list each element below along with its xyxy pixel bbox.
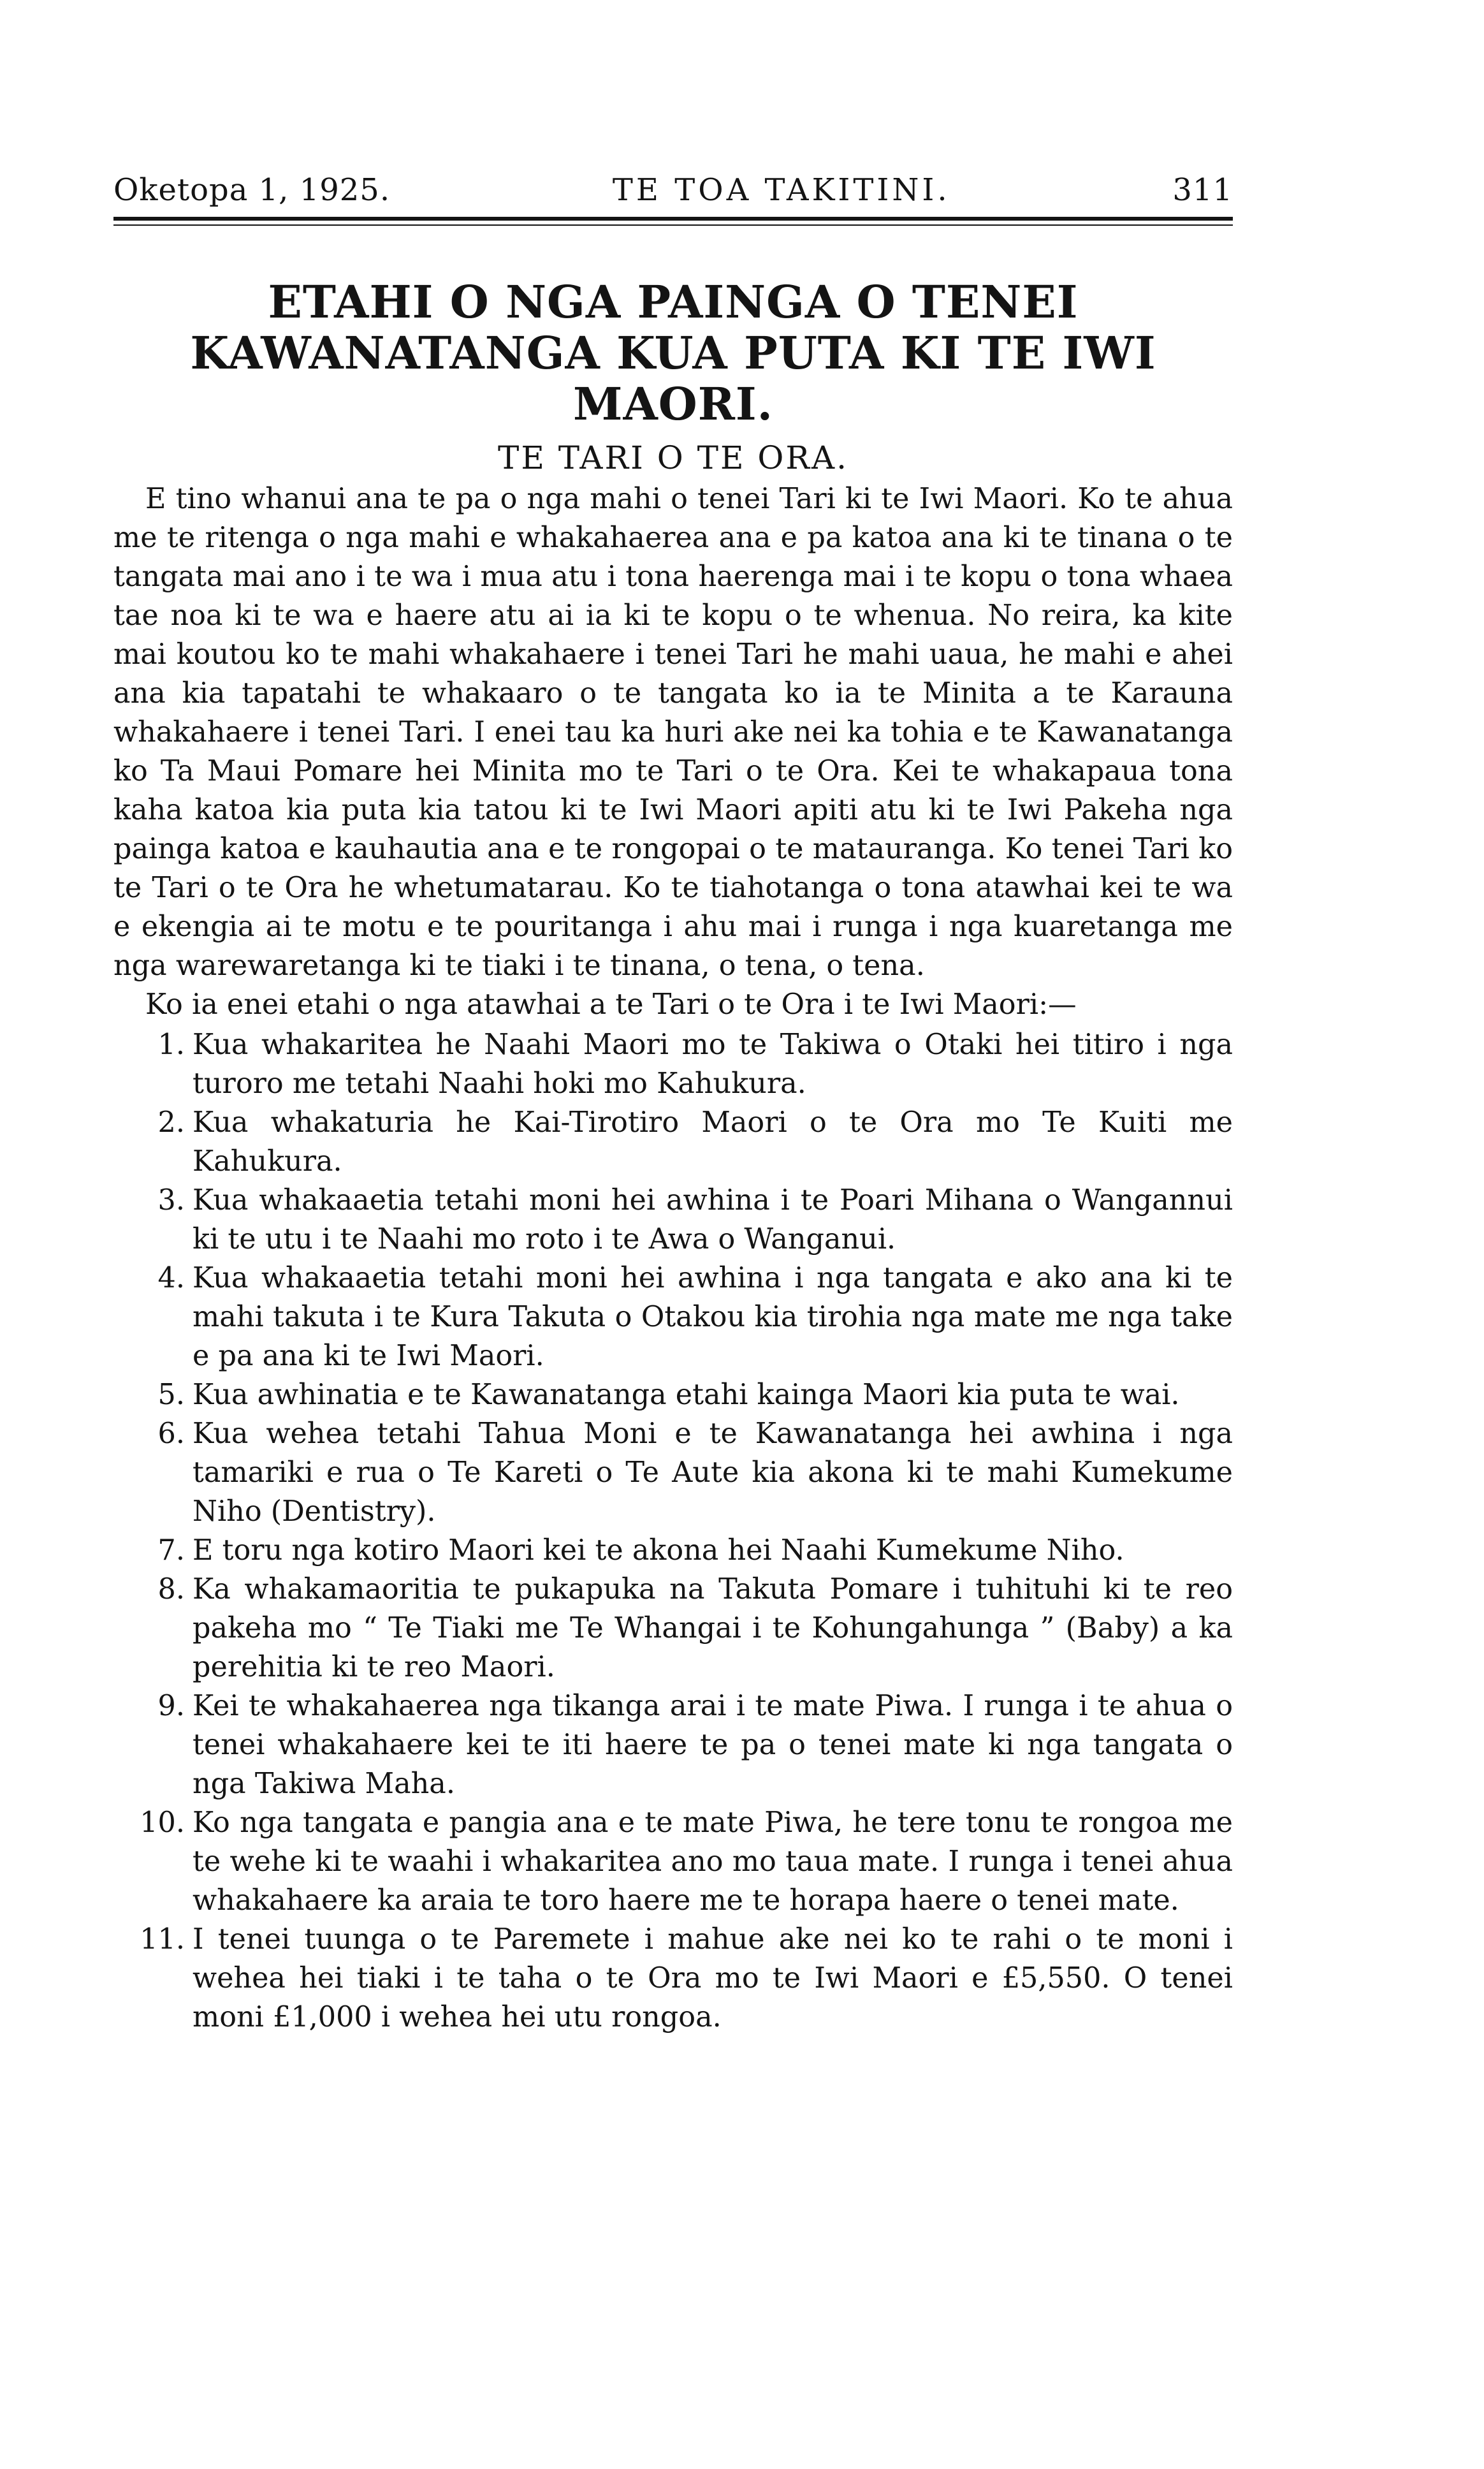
list-item-text: I tenei tuunga o te Paremete i mahue ake nei ko te rahi o te moni i wehea hei tiaki i te taha o te Ora mo te Iwi Maori e £5,550. O tenei moni £1,000 i wehea hei utu rongoa. bbox=[193, 1923, 1233, 2033]
list-item-number: 10. bbox=[140, 1806, 185, 1839]
list-item bbox=[113, 1259, 1233, 1375]
list-item-text: Kua awhinatia e te Kawanatanga etahi kainga Maori kia puta te wai. bbox=[193, 1379, 1180, 1411]
list-item bbox=[113, 1687, 1233, 1803]
list-item bbox=[113, 1920, 1233, 2037]
list-item bbox=[113, 1803, 1233, 1920]
list-item-number: 4. bbox=[157, 1262, 185, 1294]
list-item-text: Kua whakaritea he Naahi Maori mo te Takiwa o Otaki hei titiro i nga turoro me tetahi Naahi hoki mo Kahukura. bbox=[193, 1029, 1233, 1100]
list-item-number: 1. bbox=[157, 1029, 185, 1061]
list-item-number: 7. bbox=[157, 1534, 185, 1567]
list-item-text: Ko nga tangata e pangia ana e te mate Piwa, he tere tonu te rongoa me te wehe ki te waahi i whakaritea ano mo taua mate. I runga i tenei ahua whakahaere ka araia te toro haere me te horapa haere o tenei mate. bbox=[193, 1806, 1233, 1917]
list-item-number: 6. bbox=[157, 1418, 185, 1450]
body-paragraph-2: Ko ia enei etahi o nga atawhai a te Tari o te Ora i te Iwi Maori:— bbox=[145, 988, 1077, 1021]
list-item-text: Kua whakaaetia tetahi moni hei awhina i nga tangata e ako ana ki te mahi takuta i te Kura Takuta o Otakou kia tirohia nga mate me nga take e pa ana ki te Iwi Maori. bbox=[193, 1262, 1233, 1372]
list-item bbox=[113, 1181, 1233, 1259]
list-item-number: 5. bbox=[157, 1379, 185, 1411]
journal-title: TE TOA TAKITINI. bbox=[612, 172, 950, 208]
benefits-list bbox=[113, 1025, 1233, 2037]
list-item bbox=[113, 1103, 1233, 1181]
list-item-text: Kua wehea tetahi Tahua Moni e te Kawanatanga hei awhina i nga tamariki e rua o Te Kareti o Te Aute kia akona ki te mahi Kumekume Niho (Dentistry). bbox=[193, 1418, 1233, 1528]
list-item-text: E toru nga kotiro Maori kei te akona hei Naahi Kumekume Niho. bbox=[193, 1534, 1124, 1567]
article-subheading: TE TARI O TE ORA. bbox=[497, 439, 849, 476]
list-item bbox=[113, 1375, 1233, 1414]
list-item-number: 2. bbox=[157, 1106, 185, 1139]
header-rule-thick bbox=[113, 217, 1233, 221]
list-item-text: Kua whakaaetia tetahi moni hei awhina i te Poari Mihana o Wangannui ki te utu i te Naahi mo roto i te Awa o Wanganui. bbox=[193, 1184, 1233, 1256]
page-number: 311 bbox=[1172, 172, 1233, 208]
list-item-text: Ka whakamaoritia te pukapuka na Takuta Pomare i tuhituhi ki te reo pakeha mo “ Te Tiaki me Te Whangai i te Kohungahunga ” (Baby) a ka perehitia ki te reo Maori. bbox=[193, 1573, 1233, 1683]
article-headline: ETAHI O NGA PAINGA O TENEI KAWANATANGA KUA PUTA KI TE IWI MAORI. bbox=[190, 275, 1156, 430]
list-item-text: Kua whakaturia he Kai-Tirotiro Maori o te Ora mo Te Kuiti me Kahukura. bbox=[193, 1106, 1233, 1178]
list-item-number: 3. bbox=[157, 1184, 185, 1217]
issue-date: Oketopa 1, 1925. bbox=[113, 172, 391, 208]
list-item-number: 8. bbox=[157, 1573, 185, 1606]
header-rule-thin bbox=[113, 224, 1233, 226]
list-item bbox=[113, 1025, 1233, 1103]
document-page bbox=[113, 172, 1233, 2037]
list-item bbox=[113, 1531, 1233, 1570]
list-item bbox=[113, 1570, 1233, 1687]
list-item-text: Kei te whakahaerea nga tikanga arai i te mate Piwa. I runga i te ahua o tenei whakahaere kei te iti haere te pa o tenei mate ki nga tangata o nga Takiwa Maha. bbox=[193, 1690, 1233, 1800]
list-item-number: 9. bbox=[157, 1690, 185, 1722]
body-paragraph-1: E tino whanui ana te pa o nga mahi o tenei Tari ki te Iwi Maori. Ko te ahua me te ritenga o nga mahi e whakahaerea ana e pa katoa ana ki te tinana o te tangata mai ano i te wa i mua atu i tona haerenga mai i te kopu o tona whaea tae noa ki te wa e haere atu ai ia ki te kopu o te whenua. No reira, ka kite mai koutou ko te mahi whakahaere i tenei Tari he mahi uaua, he mahi e ahei ana kia tapatahi te whakaaro o te tangata ko ia te Minita a te Karauna whakahaere i tenei Tari. I enei tau ka huri ake nei ka tohia e te Kawanatanga ko Ta Maui Pomare hei Minita mo te Tari o te Ora. Kei te whakapaua tona kaha katoa kia puta kia tatou ki te Iwi Maori apiti atu ki te Iwi Pakeha nga painga katoa e kauhautia ana e te rongopai o te matauranga. Ko tenei Tari ko te Tari o te Ora he whetumatarau. Ko te tiahotanga o tona atawhai kei te wa e ekengia ai te motu e te pouritanga i ahu mai i runga i nga kuaretanga me nga warewaretanga ki te tiaki i te tinana, o tena, o tena. bbox=[113, 483, 1233, 982]
list-item bbox=[113, 1414, 1233, 1531]
list-item-number: 11. bbox=[140, 1923, 185, 1956]
running-header bbox=[113, 172, 1233, 214]
